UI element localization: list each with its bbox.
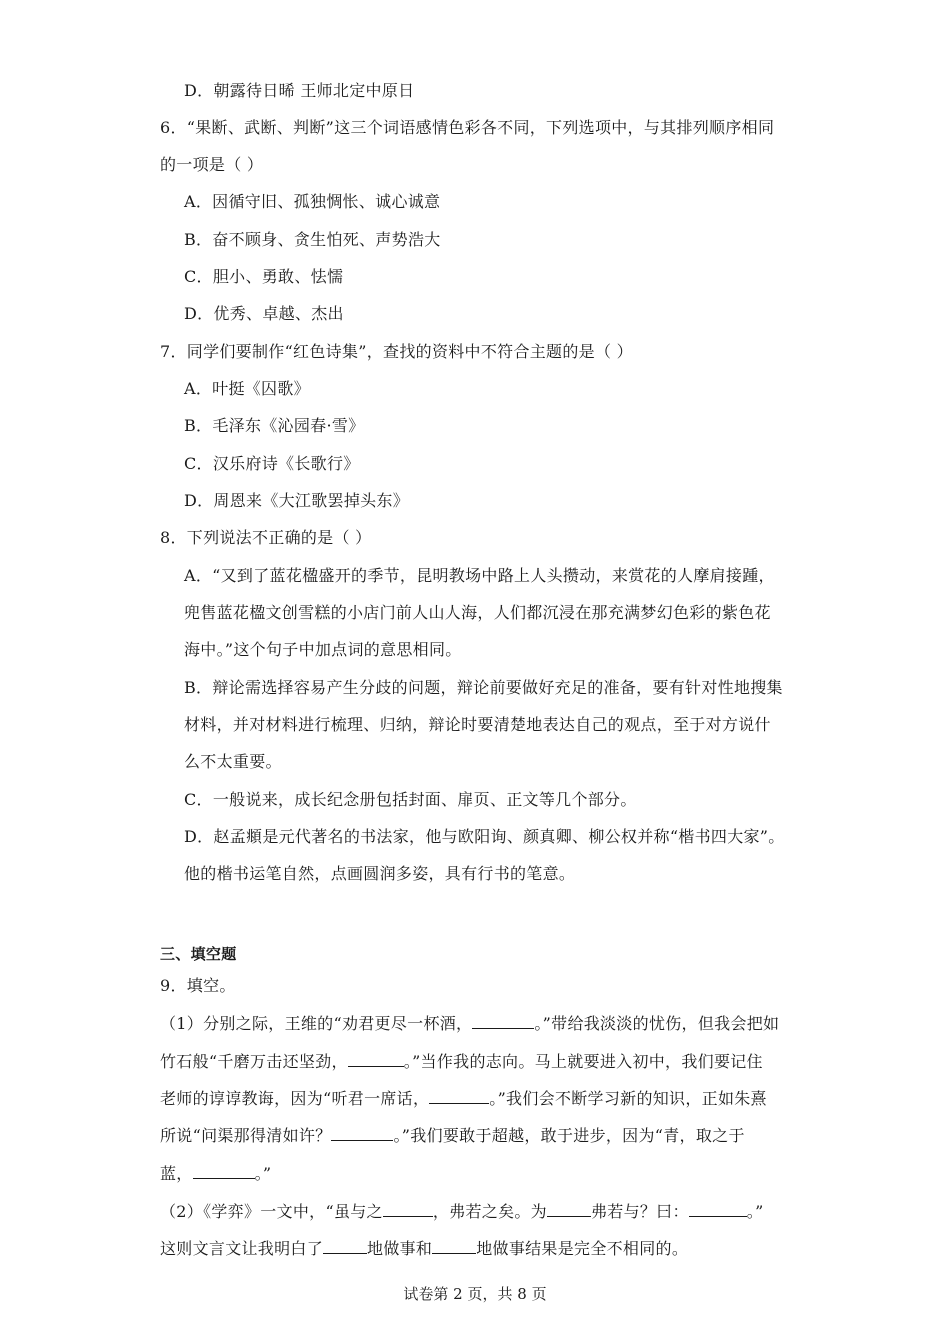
q8-option-d-line2: 他的楷书运笔自然，点画圆润多姿，具有行书的笔意。 [184, 864, 576, 883]
section-heading-fill-blank: 三、填空题 [160, 945, 237, 963]
answer-blank[interactable] [429, 1088, 489, 1104]
q6-stem-line1: 6．“果断、武断、判断”这三个词语感情色彩各不同，下列选项中，与其排列顺序相同 [160, 118, 775, 137]
page-footer: 试卷第 2 页，共 8 页 [403, 1285, 547, 1303]
q8-option-a-line1: A．“又到了蓝花楹盛开的季节，昆明教场中路上人头攒动，来赏花的人摩肩接踵， [184, 566, 775, 585]
q7-stem: 7．同学们要制作“红色诗集”，查找的资料中不符合主题的是（ ） [160, 342, 633, 361]
q8-option-a-line3: 海中。”这个句子中加点词的意思相同。 [184, 640, 462, 659]
q8-option-b-line2: 材料，并对材料进行梳理、归纳，辩论时要清楚地表达自己的观点，至于对方说什 [184, 715, 771, 734]
q9-part2-text: ，弗若之矣。为 [432, 1202, 547, 1221]
q9-part2-text: 弗若与？曰： [590, 1202, 689, 1221]
answer-blank[interactable] [689, 1201, 747, 1217]
q9-stem: 9．填空。 [160, 976, 236, 995]
q9-part1-text: 。”我们会不断学习新的知识，正如朱熹 [489, 1089, 767, 1108]
q9-part2-line1 [160, 1201, 764, 1222]
q9-part1-text: 。” [254, 1164, 272, 1183]
q9-part1-text: 。”我们要敢于超越，敢于进步，因为“青，取之于 [393, 1126, 745, 1145]
q9-part2-text: 地做事结果是完全不相同的。 [476, 1239, 689, 1258]
answer-blank[interactable] [432, 1238, 476, 1254]
q6-option-d: D．优秀、卓越、杰出 [184, 304, 344, 323]
q9-part1-text: 。”带给我淡淡的忧伤，但我会把如 [534, 1014, 780, 1033]
answer-blank[interactable] [193, 1163, 255, 1179]
q8-option-c: C．一般说来，成长纪念册包括封面、扉页、正文等几个部分。 [184, 790, 637, 809]
q8-option-a-line2: 兜售蓝花楹文创雪糕的小店门前人山人海，人们都沉浸在那充满梦幻色彩的紫色花 [184, 603, 771, 622]
answer-blank[interactable] [547, 1201, 591, 1217]
answer-blank[interactable] [323, 1238, 367, 1254]
q9-part1-line3 [160, 1088, 767, 1109]
q9-part1-line5 [160, 1163, 271, 1184]
q7-option-b: B．毛泽东《沁园春·雪》 [184, 416, 365, 435]
q9-part1-line4 [160, 1125, 745, 1146]
q7-option-d: D．周恩来《大江歌罢掉头东》 [184, 491, 410, 510]
q6-option-b: B．奋不顾身、贪生怕死、声势浩大 [184, 230, 441, 249]
q6-option-a: A．因循守旧、孤独惆怅、诚心诚意 [184, 192, 441, 211]
q9-part2-text: 地做事和 [367, 1239, 433, 1258]
q8-stem: 8．下列说法不正确的是（ ） [160, 528, 372, 547]
answer-blank[interactable] [331, 1125, 393, 1141]
q9-part2-text: （2）《学弈》一文中，“虽与之 [160, 1202, 383, 1221]
q9-part1-text: 所说“问渠那得清如许？ [160, 1126, 332, 1145]
answer-blank[interactable] [348, 1051, 404, 1067]
q6-option-c: C．胆小、勇敢、怯懦 [184, 267, 344, 286]
q9-part1-line1 [160, 1013, 779, 1034]
answer-blank[interactable] [472, 1013, 534, 1029]
q9-part1-text: （1）分别之际，王维的“劝君更尽一杯酒， [160, 1014, 473, 1033]
q9-part1-text: 老师的谆谆教诲，因为“听君一席话， [160, 1089, 430, 1108]
q9-part2-text: 这则文言文让我明白了 [160, 1239, 324, 1258]
q6-stem-line2: 的一项是（ ） [160, 155, 264, 174]
q7-option-c: C．汉乐府诗《长歌行》 [184, 454, 360, 473]
q5-option-d: D．朝露待日晞 王师北定中原日 [184, 81, 415, 100]
q9-part1-text: 竹石般“千磨万击还坚劲， [160, 1052, 348, 1071]
q8-option-b-line1: B．辩论需选择容易产生分歧的问题，辩论前要做好充足的准备，要有针对性地搜集 [184, 678, 783, 697]
q8-option-d-line1: D．赵孟頫是元代著名的书法家，他与欧阳询、颜真卿、柳公权并称“楷书四大家”。 [184, 827, 785, 846]
q9-part1-text: 蓝， [160, 1164, 193, 1183]
q7-option-a: A．叶挺《囚歌》 [184, 379, 310, 398]
q8-option-b-line3: 么不太重要。 [184, 752, 282, 771]
q9-part1-line2 [160, 1051, 763, 1072]
answer-blank[interactable] [383, 1201, 433, 1217]
q9-part1-text: 。”当作我的志向。马上就要进入初中，我们要记住 [403, 1052, 763, 1071]
q9-part2-line2 [160, 1238, 688, 1259]
q9-part2-text: 。” [746, 1202, 764, 1221]
